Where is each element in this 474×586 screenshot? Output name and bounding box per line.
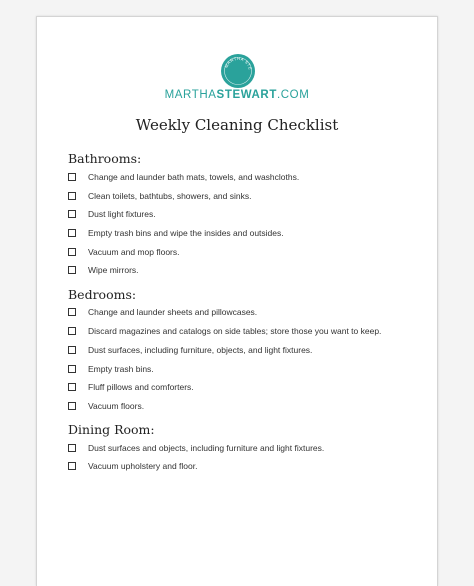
checkbox[interactable] — [68, 266, 76, 274]
item-label: Change and launder sheets and pillowcases. — [88, 307, 258, 317]
svg-text:MARTHA STEWART — [221, 54, 253, 70]
checkbox[interactable] — [68, 402, 76, 410]
item-label: Dust surfaces and objects, including furniture and light fixtures. — [88, 443, 325, 453]
checklist-item — [68, 171, 299, 183]
checklist-item — [68, 227, 284, 239]
checklist-item — [68, 246, 180, 258]
checkbox[interactable] — [68, 365, 76, 373]
section-heading-bedrooms: Bedrooms: — [68, 287, 137, 302]
brand-wordmark — [0, 89, 474, 101]
item-label: Vacuum and mop floors. — [88, 247, 180, 257]
item-label: Wipe mirrors. — [88, 265, 139, 275]
section-heading-dining-room: Dining Room: — [68, 422, 155, 437]
checklist-item — [68, 306, 257, 318]
checkbox[interactable] — [68, 210, 76, 218]
section-heading-bathrooms: Bathrooms: — [68, 151, 142, 166]
checkbox[interactable] — [68, 308, 76, 316]
checkbox[interactable] — [68, 327, 76, 335]
item-label: Discard magazines and catalogs on side tables; store those you want to keep. — [88, 326, 382, 336]
checkbox[interactable] — [68, 229, 76, 237]
item-label: Vacuum floors. — [88, 401, 145, 411]
checklist-item — [68, 381, 194, 393]
checkbox[interactable] — [68, 173, 76, 181]
wordmark-part-2: STEWART — [216, 89, 277, 101]
checklist-item — [68, 344, 312, 356]
item-label: Clean toilets, bathtubs, showers, and sinks. — [88, 191, 252, 201]
item-label: Empty trash bins and wipe the insides and outsides. — [88, 228, 284, 238]
item-label: Vacuum upholstery and floor. — [88, 461, 198, 471]
checklist-item — [68, 442, 324, 454]
checklist-item — [68, 325, 381, 337]
checkbox[interactable] — [68, 462, 76, 470]
checklist-item — [68, 208, 156, 220]
seal-ring — [221, 54, 255, 88]
checklist-item — [68, 363, 154, 375]
checklist-item — [68, 400, 144, 412]
checkbox[interactable] — [68, 192, 76, 200]
item-label: Fluff pillows and comforters. — [88, 382, 194, 392]
item-label: Empty trash bins. — [88, 364, 154, 374]
seal-text: MARTHA STE — [223, 55, 253, 71]
checklist-item — [68, 264, 139, 276]
checklist-item — [68, 460, 197, 472]
checkbox[interactable] — [68, 346, 76, 354]
checklist-item — [68, 190, 251, 202]
item-label: Change and launder bath mats, towels, and washcloths. — [88, 172, 300, 182]
wordmark-part-1: MARTHA — [164, 89, 217, 101]
page-title: Weekly Cleaning Checklist — [135, 116, 339, 134]
item-label: Dust surfaces, including furniture, objects, and light fixtures. — [88, 345, 313, 355]
item-label: Dust light fixtures. — [88, 209, 156, 219]
checkbox[interactable] — [68, 444, 76, 452]
checkbox[interactable] — [68, 383, 76, 391]
seal-icon — [221, 54, 255, 88]
checkbox[interactable] — [68, 248, 76, 256]
wordmark-part-3: .COM — [276, 89, 310, 101]
